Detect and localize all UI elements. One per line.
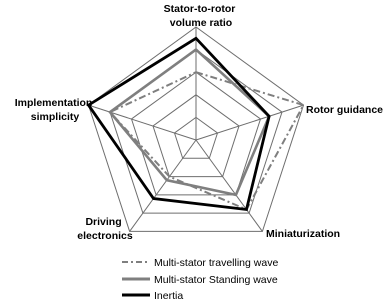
axis-label-implementation-simplicity: Implementation simplicity	[14, 97, 93, 123]
axis-label-rotor-guidance: Rotor guidance	[306, 104, 384, 116]
legend-label-inertia: Inertia	[154, 290, 184, 302]
legend-label-standing-wave: Multi-stator Standing wave	[154, 274, 278, 286]
radar-spokes	[89, 27, 304, 231]
legend	[122, 257, 278, 302]
legend-label-travelling-wave: Multi-stator travelling wave	[154, 257, 279, 269]
axis-label-stator-to-rotor: Stator-to-rotor volume ratio	[163, 3, 236, 29]
axis-label-miniaturization: Miniaturization	[266, 228, 341, 240]
axis-label-driving-electronics: Driving electronics	[77, 216, 133, 242]
spoke-3	[130, 140, 196, 231]
spoke-4	[89, 105, 197, 140]
